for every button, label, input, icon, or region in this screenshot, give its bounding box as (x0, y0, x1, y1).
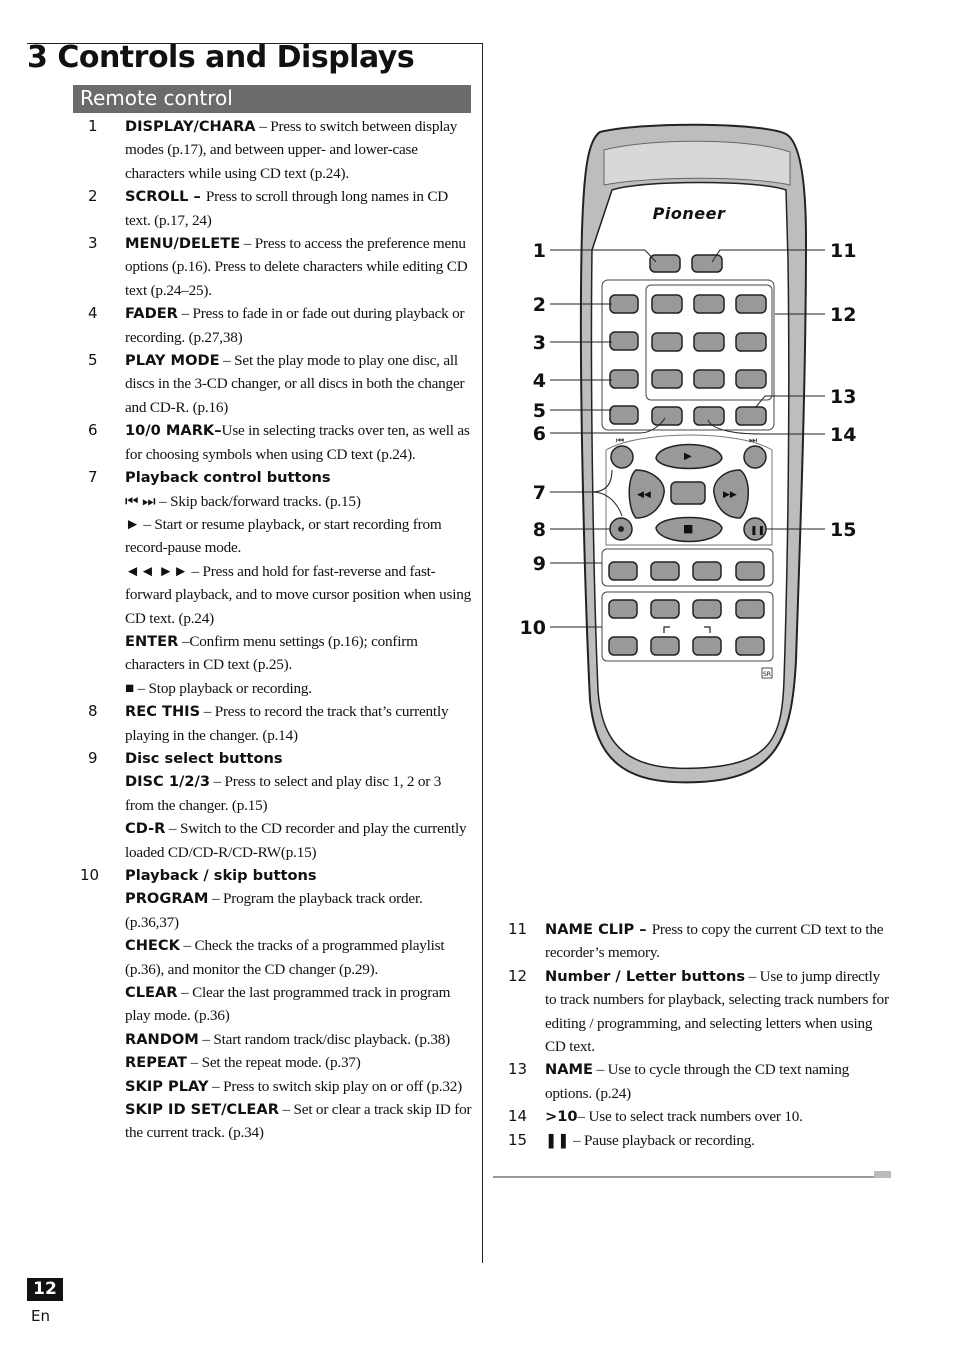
item-line (125, 770, 473, 817)
section-title: Remote control (80, 86, 233, 110)
item-line (125, 115, 473, 185)
end-rule (493, 1176, 891, 1178)
disc-3-button[interactable] (693, 562, 721, 580)
control-name: ENTER (125, 632, 179, 650)
control-description: – Use to select track numbers over 10. (577, 1108, 803, 1126)
left-callout-numbers (520, 240, 546, 639)
random-button[interactable] (736, 600, 764, 618)
item-line (125, 1028, 473, 1051)
control-name: RANDOM (125, 1030, 199, 1048)
control-description: – Press to access the preference menu options (p.16). Press to delete characters while editing CD text (p.24–25). (125, 235, 468, 299)
item-body (125, 747, 473, 864)
program-button[interactable] (609, 600, 637, 618)
language-code: En (31, 1307, 50, 1325)
skip-back-icon: ⏮ (616, 436, 625, 446)
number-button[interactable] (652, 295, 682, 313)
control-description: – Use to cycle through the CD text naming options. (p.24) (545, 1061, 850, 1102)
item-line (125, 232, 473, 302)
number-button[interactable] (736, 333, 766, 351)
control-name: NAME (545, 1061, 593, 1079)
name-clip-button[interactable] (692, 255, 722, 272)
control-description: –Confirm menu settings (p.16); confirm characters in CD text (p.25). (125, 632, 418, 674)
control-name: DISC 1/2/3 (125, 773, 210, 791)
callout-number: 7 (532, 482, 546, 504)
control-name: REC THIS (125, 703, 201, 721)
control-name: REPEAT (125, 1054, 187, 1072)
number-letter-buttons (652, 295, 766, 388)
callout-number: 11 (830, 240, 857, 262)
column-divider (482, 43, 483, 1263)
control-description: ■ – Stop playback or recording. (125, 679, 312, 697)
control-description: – Switch to the CD recorder and play the currently loaded CD/CD-R/CD-RW(p.15) (125, 820, 467, 861)
control-description: – Set the repeat mode. (p.37) (187, 1054, 361, 1072)
control-description: – Press to record the track that’s currently playing in the changer. (p.14) (125, 703, 449, 744)
item-line (125, 185, 473, 232)
item-number: 3 (88, 234, 98, 253)
control-description: Press to scroll through long names in CD text. (p.17, 24) (125, 188, 449, 229)
item-number: 4 (88, 304, 98, 323)
item-body (545, 965, 890, 1059)
item-body (125, 700, 473, 747)
item-number: 10 (80, 866, 100, 884)
end-marker (874, 1171, 891, 1178)
right-description-list (498, 918, 890, 1152)
disc-1-button[interactable] (609, 562, 637, 580)
skip-id-set-button[interactable] (693, 637, 721, 655)
skip-back-button[interactable] (611, 446, 633, 468)
item-line (125, 1098, 473, 1145)
control-name: PLAY MODE (125, 352, 220, 370)
control-name: CLEAR (125, 984, 178, 1002)
description-item (78, 115, 473, 185)
control-description: – Set the play mode to play one disc, all discs in the 3-CD changer, or all discs in both the changer and CD-R. (p.16) (125, 352, 465, 416)
stop-icon: ■ (683, 522, 694, 535)
description-item (498, 1105, 890, 1128)
item-line (545, 1129, 890, 1152)
control-description: – Use to jump directly to track numbers for playback, selecting track numbers for editing / programming, and selecting letters when using CD text. (545, 967, 889, 1056)
control-description: Press to copy the current CD text to the recorder’s memory. (545, 921, 884, 962)
control-description: – Press to fade in or fade out during playback or recording. (p.27,38) (125, 305, 465, 346)
item-line (125, 419, 473, 466)
control-description: ⏮ ⏭ – Skip back/forward tracks. (p.15) (125, 492, 361, 510)
control-name: CD-R (125, 820, 166, 838)
control-name: FADER (125, 305, 178, 323)
item-line (545, 918, 890, 965)
item-number: 6 (88, 421, 98, 440)
item-number: 15 (508, 1130, 528, 1149)
item-number: 5 (88, 351, 98, 370)
pause-icon: ❚❚ (750, 526, 766, 536)
control-name: SCROLL – (125, 188, 206, 206)
name-button[interactable] (736, 407, 766, 425)
callout-number: 10 (520, 617, 546, 639)
control-description: – Pause playback or recording. (569, 1131, 755, 1149)
control-description: – Press to switch between display modes (p.17), and between upper- and lower-case characters while using CD text (p.24). (125, 118, 458, 182)
item-line (125, 490, 473, 513)
callout-number: 5 (532, 400, 546, 422)
control-name: PROGRAM (125, 890, 209, 908)
item-body (125, 349, 473, 419)
item-body (125, 185, 473, 232)
description-item (78, 419, 473, 466)
item-line (125, 302, 473, 349)
control-name: SKIP PLAY (125, 1077, 209, 1095)
item-line (125, 560, 473, 630)
control-description: ◄◄ ►► – Press and hold for fast-reverse and fast-forward playback, and to move cursor position when using CD text. (p.24) (125, 562, 472, 627)
control-description: Use in selecting tracks over ten, as well as for choosing symbols when using CD text (p.24). (125, 422, 470, 463)
control-description: – Press to select and play disc 1, 2 or 3 from the changer. (p.15) (125, 773, 442, 814)
number-button[interactable] (694, 333, 724, 351)
item-line (125, 677, 473, 700)
item-line (125, 513, 473, 560)
item-body (545, 1058, 890, 1105)
item-line (545, 1058, 890, 1105)
skip-id-clear-button[interactable] (736, 637, 764, 655)
item-body (125, 115, 473, 185)
item-number: 12 (508, 966, 528, 985)
disc-2-button[interactable] (651, 562, 679, 580)
scroll-button[interactable] (610, 295, 638, 313)
description-item (78, 349, 473, 419)
repeat-button[interactable] (609, 637, 637, 655)
callout-number: 8 (532, 519, 546, 541)
item-line (125, 1051, 473, 1074)
callout-number: 12 (830, 304, 857, 326)
play-icon: ▶ (684, 451, 692, 462)
play-mode-button[interactable] (610, 406, 638, 424)
enter-button[interactable] (671, 482, 705, 504)
remote-control-illustration (520, 120, 900, 800)
right-callout-numbers (830, 240, 856, 541)
control-description: – Set or clear a track skip ID for the current track. (p.34) (125, 1101, 472, 1142)
check-button[interactable] (651, 600, 679, 618)
callout-number: 13 (830, 386, 857, 408)
item-body (125, 232, 473, 302)
item-body (545, 918, 890, 965)
item-body (125, 419, 473, 466)
display-chara-button[interactable] (650, 255, 680, 272)
item-body (125, 466, 473, 700)
callout-number: 14 (830, 424, 857, 446)
item-line (125, 747, 473, 770)
item-line (125, 981, 473, 1028)
control-name: Disc select buttons (125, 749, 283, 767)
item-body (545, 1105, 890, 1128)
left-description-list (78, 115, 473, 1145)
description-item (78, 700, 473, 747)
control-name: Playback / skip buttons (125, 867, 317, 884)
callout-number: 1 (532, 240, 546, 262)
description-item (498, 1058, 890, 1105)
item-line (125, 466, 473, 489)
remote-face (591, 183, 788, 769)
item-line (125, 349, 473, 419)
number-button[interactable] (652, 370, 682, 388)
sr-mark: SR (763, 671, 771, 678)
skip-forward-button[interactable] (744, 446, 766, 468)
control-name: >10 (545, 1108, 578, 1126)
brand-logo: Pioneer (652, 204, 726, 223)
description-item (78, 864, 473, 1145)
item-number: 9 (88, 748, 98, 767)
item-line (125, 864, 473, 887)
item-number: 1 (88, 117, 98, 135)
page-title: 3 Controls and Displays (27, 40, 415, 75)
item-number: 13 (508, 1060, 528, 1079)
control-name: Number / Letter buttons (545, 967, 746, 985)
menu-delete-button[interactable] (610, 332, 638, 350)
control-name: ❚❚ (545, 1131, 570, 1149)
callout-number: 15 (830, 519, 857, 541)
fader-button[interactable] (610, 370, 638, 388)
callout-number: 3 (532, 332, 546, 354)
item-line (545, 965, 890, 1059)
number-button[interactable] (694, 295, 724, 313)
skip-forward-icon: ⏭ (749, 436, 758, 446)
item-number: 8 (88, 702, 98, 721)
item-body (125, 864, 473, 1145)
clear-button[interactable] (693, 600, 721, 618)
description-item (498, 918, 890, 965)
item-line (125, 1075, 473, 1098)
description-item (498, 965, 890, 1059)
item-body (545, 1129, 890, 1152)
control-name: NAME CLIP – (545, 921, 652, 938)
description-item (498, 1129, 890, 1152)
number-button[interactable] (736, 370, 766, 388)
description-item (78, 185, 473, 232)
description-item (78, 747, 473, 864)
control-name: DISPLAY/CHARA (125, 118, 256, 135)
fast-forward-icon: ▶▶ (723, 490, 737, 500)
page-number: 12 (27, 1278, 63, 1301)
callout-number: 4 (532, 370, 546, 392)
item-number: 7 (88, 468, 98, 487)
cd-r-button[interactable] (736, 562, 764, 580)
rewind-icon: ◀◀ (637, 490, 651, 500)
item-number: 14 (508, 1107, 528, 1126)
item-line (125, 934, 473, 981)
number-button[interactable] (736, 295, 766, 313)
control-name: Playback control buttons (125, 469, 331, 487)
control-description: – Press to switch skip play on or off (p.32) (208, 1077, 463, 1095)
control-description: – Clear the last programmed track in program play mode. (p.36) (125, 984, 451, 1025)
item-line (125, 700, 473, 747)
description-item (78, 302, 473, 349)
control-name: 10/0 MARK– (125, 422, 222, 440)
control-description: – Program the playback track order. (p.36,37) (125, 890, 423, 931)
description-item (78, 466, 473, 700)
item-line (545, 1105, 890, 1128)
item-line (125, 887, 473, 934)
ten-zero-mark-button[interactable] (652, 407, 682, 425)
control-name: CHECK (125, 937, 180, 955)
callout-number: 9 (532, 553, 546, 575)
control-name: MENU/DELETE (125, 235, 241, 253)
control-description: ► – Start or resume playback, or start recording from record-pause mode. (125, 515, 442, 557)
control-description: – Check the tracks of a programmed playlist (p.36), and monitor the CD changer (p.29). (125, 937, 445, 978)
item-body (125, 302, 473, 349)
callout-number: 2 (532, 294, 546, 316)
control-name: SKIP ID SET/CLEAR (125, 1101, 279, 1119)
control-description: – Start random track/disc playback. (p.38) (198, 1030, 450, 1048)
description-item (78, 232, 473, 302)
number-button[interactable] (652, 333, 682, 351)
item-line (125, 630, 473, 677)
item-line (125, 817, 473, 864)
item-number: 2 (88, 187, 98, 206)
item-number: 11 (508, 920, 528, 938)
number-button[interactable] (694, 370, 724, 388)
skip-play-button[interactable] (651, 637, 679, 655)
callout-number: 6 (532, 423, 546, 445)
